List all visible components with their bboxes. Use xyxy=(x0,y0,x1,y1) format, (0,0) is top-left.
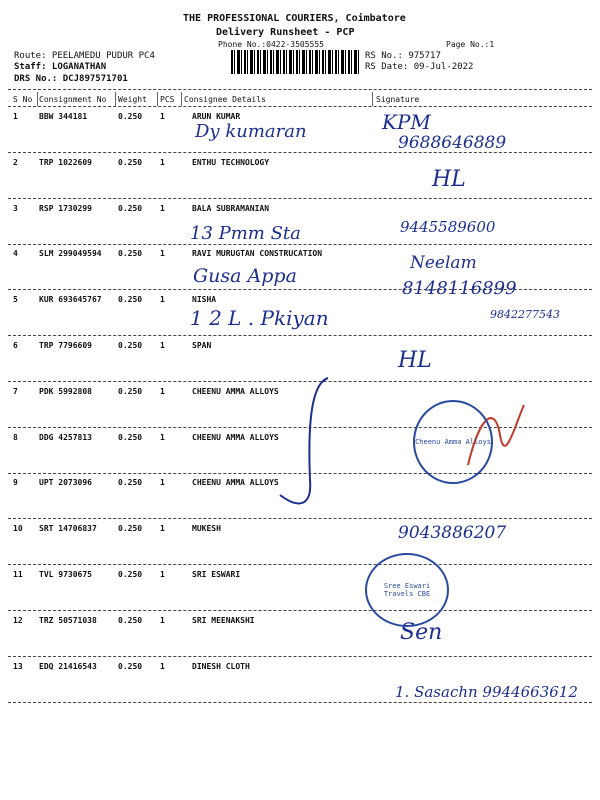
row-divider xyxy=(8,610,592,611)
row-sno: 10 xyxy=(13,524,23,534)
rs-number: RS No.: 975717 xyxy=(365,51,441,61)
row-sno: 6 xyxy=(13,341,18,350)
row-weight: 0.250 xyxy=(118,432,143,442)
phone-handwritten: 9445589600 xyxy=(400,218,496,236)
row-consignee: CHEENU AMMA ALLOYS xyxy=(192,478,279,488)
divider xyxy=(8,89,592,90)
row-weight: 0.250 xyxy=(118,295,143,305)
row-divider xyxy=(8,335,592,336)
signature: HL xyxy=(398,348,432,373)
company-stamp: Cheenu Amma Alloys xyxy=(413,400,493,484)
runsheet-title: Delivery Runsheet - PCP xyxy=(216,27,355,38)
row-consignment: KUR 693645767 xyxy=(39,295,102,305)
col-weight: Weight xyxy=(118,95,147,104)
row-pcs: 1 xyxy=(160,112,165,121)
row-consignment: DDG 4257813 xyxy=(39,432,92,442)
row-weight: 0.250 xyxy=(118,478,143,488)
row-consignment: TRP 1022609 xyxy=(39,157,92,167)
phone-handwritten: 9688646889 xyxy=(398,133,507,153)
row-consignment: TRP 7796609 xyxy=(39,341,92,350)
signature: 1. Sasachn 9944663612 xyxy=(395,683,578,701)
row-divider xyxy=(8,702,592,703)
row-weight: 0.250 xyxy=(118,249,143,259)
phone-handwritten: 9842277543 xyxy=(490,308,560,321)
row-divider xyxy=(8,656,592,657)
col-sep xyxy=(181,92,182,106)
phone-number: Phone No.:0422-3505555 xyxy=(218,40,324,49)
route: Route: PEELAMEDU PUDUR PC4 xyxy=(14,51,155,61)
row-weight: 0.250 xyxy=(118,615,143,625)
col-sep xyxy=(37,92,38,106)
row-weight: 0.250 xyxy=(118,386,143,396)
row-consignee: DINESH CLOTH xyxy=(192,661,250,671)
row-sno: 3 xyxy=(13,203,18,213)
row-sno: 5 xyxy=(13,295,18,305)
row-consignment: UPT 2073096 xyxy=(39,478,92,488)
row-pcs: 1 xyxy=(160,570,165,579)
row-pcs: 1 xyxy=(160,524,165,534)
row-pcs: 1 xyxy=(160,295,165,305)
row-weight: 0.250 xyxy=(118,570,143,579)
row-consignee: SRI ESWARI xyxy=(192,570,241,579)
row-pcs: 1 xyxy=(160,478,165,488)
row-consignment: SRT 14706837 xyxy=(39,524,97,534)
signature: KPM xyxy=(382,110,431,134)
row-divider xyxy=(8,564,592,565)
phone-handwritten: 8148116899 xyxy=(402,278,517,299)
col-consignee: Consignee Details xyxy=(184,95,266,104)
signature: HL xyxy=(432,167,466,192)
row-weight: 0.250 xyxy=(118,203,143,213)
row-weight: 0.250 xyxy=(118,524,143,534)
row-consignee: NISHA xyxy=(192,295,217,305)
signature: Neelam xyxy=(410,253,477,273)
row-consignment: EDQ 21416543 xyxy=(39,661,97,671)
row-consignment: PDK 5992808 xyxy=(39,386,92,396)
row-sno: 1 xyxy=(13,112,18,121)
company-name: THE PROFESSIONAL COURIERS, Coimbatore xyxy=(183,13,406,24)
phone-handwritten: 9043886207 xyxy=(398,523,507,543)
row-pcs: 1 xyxy=(160,615,165,625)
page-number: Page No.:1 xyxy=(446,40,495,49)
drs-number: DRS No.: DCJ897571701 xyxy=(14,74,128,84)
row-sno: 12 xyxy=(13,615,23,625)
handwriting: Dy kumaran xyxy=(195,121,307,142)
row-sno: 11 xyxy=(13,570,23,579)
row-pcs: 1 xyxy=(160,157,165,167)
signature: Sen xyxy=(400,620,443,645)
row-weight: 0.250 xyxy=(118,341,143,350)
row-pcs: 1 xyxy=(160,661,165,671)
col-sno: S No xyxy=(13,95,33,104)
row-consignee: SRI MEENAKSHI xyxy=(192,615,255,625)
row-consignment: SLM 299049594 xyxy=(39,249,102,259)
row-consignee: ARUN KUMAR xyxy=(192,112,241,121)
row-consignee: SPAN xyxy=(192,341,212,350)
row-divider xyxy=(8,198,592,199)
row-sno: 9 xyxy=(13,478,18,488)
rs-date: RS Date: 09-Jul-2022 xyxy=(365,62,474,72)
divider xyxy=(8,106,592,107)
handwriting: 13 Pmm Sta xyxy=(190,223,301,244)
col-sep xyxy=(157,92,158,106)
row-sno: 2 xyxy=(13,157,18,167)
handwriting: Gusa Appa xyxy=(193,265,297,287)
col-sep xyxy=(372,92,373,106)
col-consignment: Consignment No xyxy=(39,95,107,104)
row-consignment: TVL 9730675 xyxy=(39,570,92,579)
row-sno: 8 xyxy=(13,432,18,442)
row-weight: 0.250 xyxy=(118,661,143,671)
row-pcs: 1 xyxy=(160,386,165,396)
barcode-image xyxy=(231,50,359,74)
row-consignee: CHEENU AMMA ALLOYS xyxy=(192,386,279,396)
row-consignee: RAVI MURUGTAN CONSTRUCATION xyxy=(192,249,323,259)
row-consignment: TRZ 50571038 xyxy=(39,615,97,625)
row-consignment: BBW 344181 xyxy=(39,112,88,121)
row-consignee: BALA SUBRAMANIAN xyxy=(192,203,270,213)
row-pcs: 1 xyxy=(160,341,165,350)
row-consignee: CHEENU AMMA ALLOYS xyxy=(192,432,279,442)
col-sep xyxy=(115,92,116,106)
col-signature: Signature xyxy=(376,95,420,104)
row-consignee: ENTHU TECHNOLOGY xyxy=(192,157,270,167)
row-pcs: 1 xyxy=(160,203,165,213)
bracket-mark xyxy=(270,370,340,530)
row-sno: 7 xyxy=(13,386,18,396)
row-consignment: RSP 1730299 xyxy=(39,203,92,213)
row-weight: 0.250 xyxy=(118,112,143,121)
row-pcs: 1 xyxy=(160,432,165,442)
row-weight: 0.250 xyxy=(118,157,143,167)
travels-stamp: Sree Eswari Travels CBE xyxy=(365,553,449,627)
row-sno: 4 xyxy=(13,249,18,259)
row-consignee: MUKESH xyxy=(192,524,221,534)
handwriting: 1 2 L . Pkiyan xyxy=(190,306,329,330)
row-pcs: 1 xyxy=(160,249,165,259)
row-sno: 13 xyxy=(13,661,23,671)
col-pcs: PCS xyxy=(160,95,175,104)
staff: Staff: LOGANATHAN xyxy=(14,62,107,72)
